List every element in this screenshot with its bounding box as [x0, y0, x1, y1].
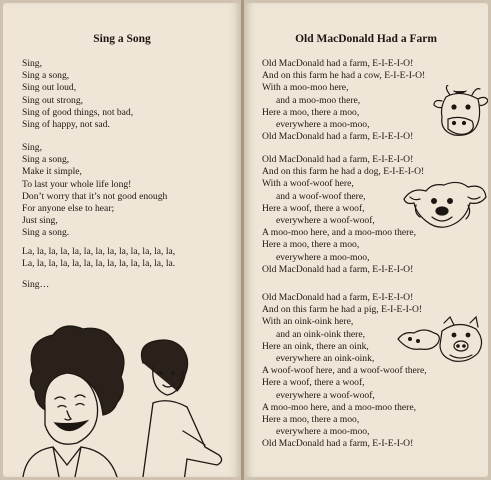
lyric-line: Sing…: [22, 279, 50, 290]
lyric-line: Sing,: [22, 58, 42, 69]
stanza: [22, 246, 175, 270]
lyric-line: everywhere a woof-woof,: [276, 215, 375, 227]
stanza: [262, 58, 425, 143]
lyric-line: Old MacDonald had a farm, E-I-E-I-O!: [262, 58, 414, 69]
lyric-line: And on this farm he had a pig, E-I-E-I-O!: [262, 304, 423, 316]
lyric-line: With an oink-oink here,: [262, 316, 354, 328]
lyric-line: Sing,: [22, 142, 42, 153]
lyric-line: A moo-moo here, and a moo-moo there,: [262, 401, 416, 413]
lyric-line: Just sing,: [22, 215, 58, 227]
lyric-line: With a moo-moo here,: [262, 82, 349, 94]
lyric-line: everywhere a moo-moo,: [276, 119, 370, 131]
lyric-line: and a moo-moo there,: [276, 94, 361, 106]
stanza: [22, 279, 49, 291]
lyric-line: Here a moo, there a moo,: [262, 414, 360, 426]
stanza: [22, 142, 167, 240]
lyric-line: Old MacDonald had a farm, E-I-E-I-O!: [262, 438, 414, 450]
lyric-line: Sing of good things, not bad,: [22, 106, 134, 118]
lyric-line: everywhere an oink-oink,: [276, 353, 375, 365]
song-title-sing-a-song: Sing a Song: [93, 33, 151, 45]
lyric-line: Here a moo, there a moo,: [262, 106, 360, 118]
lyric-line: Sing a song,: [22, 70, 70, 82]
dog-head-illustration: [402, 181, 488, 233]
right-page: [244, 3, 488, 477]
singing-women-illustration: [3, 311, 241, 477]
lyric-line: A woof-woof here, and a woof-woof there,: [262, 365, 427, 377]
lyric-line: Old MacDonald had a farm, E-I-E-I-O!: [262, 131, 414, 143]
song-title-old-macdonald: Old MacDonald Had a Farm: [295, 33, 437, 45]
lyric-line: La, la, la, la, la, la, la, la, la, la, la, la, la,: [22, 246, 176, 257]
left-page: [3, 3, 241, 477]
lyric-line: La, la, la, la, la, la, la, la, la, la, la, la, la.: [22, 258, 176, 270]
stanza: [22, 58, 133, 131]
lyric-line: and an oink-oink there,: [276, 328, 365, 340]
lyric-line: Here a moo, there a moo,: [262, 239, 360, 251]
lyric-line: Don’t worry that it’s not good enough: [22, 190, 168, 202]
lyric-line: Sing out strong,: [22, 94, 84, 106]
lyric-line: and a woof-woof there,: [276, 190, 366, 202]
lyric-line: Sing a song,: [22, 154, 70, 166]
lyric-line: Here a woof, there a woof,: [262, 377, 365, 389]
lyric-line: Sing a song.: [22, 227, 70, 239]
lyric-line: And on this farm he had a dog, E-I-E-I-O!: [262, 166, 425, 178]
lyric-line: And on this farm he had a cow, E-I-E-I-O!: [262, 70, 426, 82]
lyric-line: everywhere a moo-moo,: [276, 426, 370, 438]
lyric-line: With a woof-woof here,: [262, 178, 354, 190]
lyric-line: everywhere a woof-woof,: [276, 389, 375, 401]
lyric-line: Sing out loud,: [22, 82, 77, 94]
cow-head-illustration: [432, 85, 488, 137]
lyric-line: Make it simple,: [22, 166, 82, 178]
lyric-line: Sing of happy, not sad.: [22, 119, 110, 131]
lyric-line: Here an oink, there an oink,: [262, 340, 369, 352]
lyric-line: everywhere a moo-moo,: [276, 251, 370, 263]
lyric-line: A moo-moo here, and a moo-moo there,: [262, 227, 416, 239]
lyric-line: Old MacDonald had a farm, E-I-E-I-O!: [262, 154, 414, 165]
lyric-line: Old MacDonald had a farm, E-I-E-I-O!: [262, 263, 414, 275]
lyric-line: For anyone else to hear;: [22, 203, 115, 215]
lyric-line: Old MacDonald had a farm, E-I-E-I-O!: [262, 292, 414, 303]
pig-head-illustration: [396, 315, 486, 363]
stanza: [262, 154, 424, 276]
lyric-line: Here a woof, there a woof,: [262, 202, 365, 214]
lyric-line: To last your whole life long!: [22, 178, 132, 190]
